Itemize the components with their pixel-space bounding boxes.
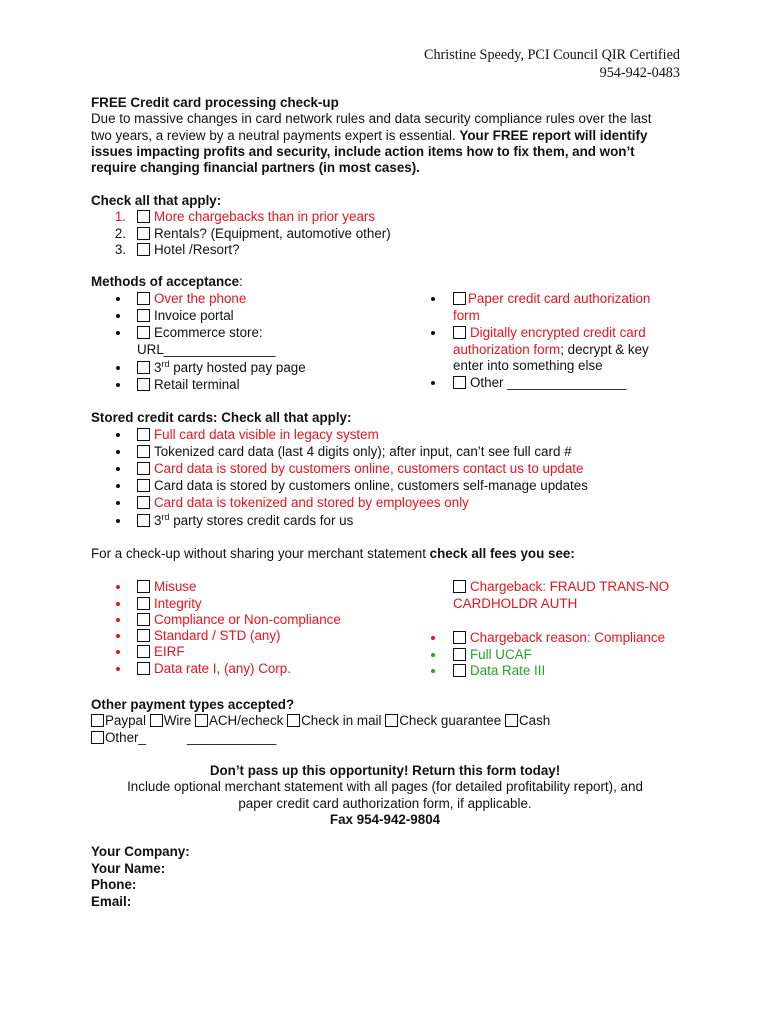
method-paper-auth[interactable] [453, 291, 650, 307]
stored-label: 3 [154, 513, 162, 528]
bullet [116, 314, 120, 318]
method-label: ; decrypt & key [560, 342, 649, 357]
fees-intro [91, 546, 575, 562]
bullet [116, 331, 120, 335]
check-all-heading: Check all that apply: [91, 193, 222, 208]
bullet [431, 653, 435, 657]
checkbox[interactable] [137, 597, 150, 610]
fee-label: Compliance or Non-compliance [154, 612, 341, 627]
bullet [116, 634, 120, 638]
checkbox[interactable] [137, 496, 150, 509]
method-label: 3 [154, 360, 162, 375]
bullet [116, 667, 120, 671]
contact-phone-label: Phone: [91, 877, 137, 892]
check-item-hotel[interactable] [137, 242, 240, 258]
stored-item-self-manage[interactable] [137, 478, 588, 494]
check-item-label: Rentals? (Equipment, automotive other) [154, 226, 391, 241]
check-item-chargebacks[interactable] [137, 209, 375, 225]
bullet [116, 501, 120, 505]
checkbox[interactable] [137, 326, 150, 339]
checkbox-paypal[interactable] [91, 714, 104, 727]
fee-label: Standard / STD (any) [154, 628, 281, 643]
closing-line-1: Include optional merchant statement with all pages (for detailed profitability report), and [127, 779, 643, 794]
intro-line-2 [91, 128, 647, 144]
checkbox[interactable] [137, 378, 150, 391]
bullet [116, 484, 120, 488]
bullet [116, 602, 120, 606]
check-item-number: 3. [114, 242, 126, 257]
method-label: Other ________________ [470, 375, 627, 390]
method-retail[interactable] [137, 377, 240, 393]
bullet [431, 381, 435, 385]
author-name: Christine Speedy, PCI Council QIR Certified [423, 47, 680, 63]
bullet [116, 433, 120, 437]
checkbox[interactable] [137, 243, 150, 256]
stored-item-customers-contact[interactable] [137, 461, 583, 477]
payment-option-label: Check in mail [301, 713, 382, 728]
payment-option-label: Other_ [105, 730, 146, 745]
methods-heading-colon: : [239, 274, 243, 289]
intro-title: FREE Credit card processing check-up [91, 95, 339, 110]
check-item-label: More chargebacks than in prior years [154, 209, 376, 224]
fee-label: Integrity [154, 596, 202, 611]
checkbox[interactable] [137, 445, 150, 458]
method-label: authorization form [453, 342, 561, 357]
method-ecommerce[interactable] [137, 325, 263, 341]
bullet [431, 669, 435, 673]
checkbox-check-guarantee[interactable] [385, 714, 398, 727]
method-label: Retail terminal [154, 377, 240, 392]
payment-option-label: Check guarantee [399, 713, 502, 728]
payment-option-label: ACH/echeck [208, 713, 284, 728]
checkbox[interactable] [453, 326, 466, 339]
fee-compliance[interactable] [137, 612, 341, 628]
intro-line-2-text: two years, a review by a neutral payments expert is essential. [91, 128, 460, 143]
method-paper-auth-cont: form [453, 308, 480, 323]
method-label: Digitally encrypted credit card [470, 325, 646, 340]
author-phone: 954-942-0483 [599, 65, 680, 81]
checkbox[interactable] [137, 580, 150, 593]
checkbox[interactable] [137, 309, 150, 322]
method-url-field[interactable]: URL_______________ [137, 342, 276, 357]
bullet [116, 585, 120, 589]
bullet [116, 297, 120, 301]
fee-label: Data Rate III [470, 663, 546, 678]
closing-fax: Fax 954-942-9804 [329, 812, 441, 827]
check-item-number: 2. [114, 226, 126, 241]
closing-line-2: paper credit card authorization form, if applicable. [238, 796, 532, 811]
fee-data-rate-3[interactable] [453, 663, 545, 679]
method-label: Over the phone [154, 291, 247, 306]
intro-line-1: Due to massive changes in card network rules and data security compliance rules over the last [91, 111, 652, 126]
other-payments-row [91, 713, 550, 729]
fee-chargeback-fraud[interactable] [453, 579, 669, 595]
fees-intro-bold: check all fees you see: [429, 546, 575, 561]
fee-data-rate-1[interactable] [137, 661, 291, 677]
checkbox[interactable] [137, 361, 150, 374]
fee-label: Chargeback: FRAUD TRANS-NO [470, 579, 670, 594]
other-payments-blank[interactable]: ____________ [187, 730, 277, 745]
fee-label: Chargeback reason: Compliance [470, 630, 666, 645]
stored-heading: Stored credit cards: Check all that apply: [91, 410, 352, 425]
bullet [116, 366, 120, 370]
method-digital-auth-cont [453, 342, 649, 358]
checkbox[interactable] [137, 629, 150, 642]
fee-chargeback-reason[interactable] [453, 630, 665, 646]
method-label: Paper credit card authorization [468, 291, 651, 306]
check-item-number: 1. [114, 209, 126, 224]
checkbox[interactable] [453, 292, 466, 305]
bullet [431, 331, 435, 335]
bullet [431, 636, 435, 640]
checkbox[interactable] [453, 664, 466, 677]
fees-intro-text: For a check-up without sharing your merchant statement [91, 546, 430, 561]
checkbox[interactable] [137, 514, 150, 527]
intro-line-4: require changing financial partners (in most cases). [91, 160, 420, 175]
intro-line-3: issues impacting profits and security, include action items how to fix them, and won’t [91, 144, 635, 159]
fee-label: Full UCAF [470, 647, 532, 662]
other-payments-other[interactable] [91, 730, 146, 746]
checkbox[interactable] [137, 227, 150, 240]
checkbox[interactable] [137, 292, 150, 305]
payment-option-label: Wire [163, 713, 192, 728]
method-digital-auth[interactable] [453, 325, 646, 341]
method-invoice-portal[interactable] [137, 308, 234, 324]
method-other[interactable] [453, 375, 626, 391]
fee-misuse[interactable] [137, 579, 196, 595]
fee-chargeback-fraud-cont: CARDHOLDR AUTH [453, 596, 578, 611]
contact-name-label: Your Name: [91, 861, 166, 876]
bullet [116, 450, 120, 454]
stored-label: party stores credit cards for us [169, 513, 354, 528]
other-payments-heading: Other payment types accepted? [91, 697, 295, 712]
method-digital-auth-cont2: enter into something else [453, 358, 603, 373]
fee-label: EIRF [154, 644, 185, 659]
contact-email-label: Email: [91, 894, 132, 909]
bullet [116, 383, 120, 387]
stored-label: Card data is tokenized and stored by employees only [154, 495, 469, 510]
checkbox[interactable] [137, 645, 150, 658]
fee-label: Misuse [154, 579, 197, 594]
fee-label: Data rate I, (any) Corp. [154, 661, 291, 676]
checkbox[interactable] [453, 648, 466, 661]
checkbox[interactable] [137, 479, 150, 492]
methods-heading [91, 274, 243, 290]
checkbox[interactable] [137, 662, 150, 675]
stored-item-full-card[interactable] [137, 427, 379, 443]
checkbox-wire[interactable] [150, 714, 163, 727]
bullet [116, 519, 120, 523]
stored-item-third-party[interactable] [137, 513, 353, 529]
checkbox-cash[interactable] [505, 714, 518, 727]
contact-company-label: Your Company: [91, 844, 190, 859]
payment-option-label: Paypal [105, 713, 146, 728]
bullet [116, 650, 120, 654]
closing-headline: Don’t pass up this opportunity! Return this form today! [209, 763, 561, 778]
checkbox[interactable] [453, 631, 466, 644]
bullet [431, 297, 435, 301]
method-over-phone[interactable] [137, 291, 246, 307]
method-label: party hosted pay page [169, 360, 306, 375]
bullet [116, 467, 120, 471]
fee-integrity[interactable] [137, 596, 202, 612]
stored-label: Card data is stored by customers online, customers contact us to update [154, 461, 584, 476]
checkbox[interactable] [137, 210, 150, 223]
ordinal-suffix: rd [161, 512, 170, 522]
stored-label: Tokenized card data (last 4 digits only); after input, can’t see full card # [154, 444, 572, 459]
bullet [116, 618, 120, 622]
stored-label: Full card data visible in legacy system [154, 427, 379, 442]
fee-eirf[interactable] [137, 644, 185, 660]
checkbox-check-mail[interactable] [287, 714, 300, 727]
checkbox-other[interactable] [91, 731, 104, 744]
methods-heading-text: Methods of acceptance [91, 274, 240, 289]
checkbox[interactable] [137, 428, 150, 441]
method-label: Ecommerce store: [154, 325, 263, 340]
stored-item-tokenized[interactable] [137, 444, 572, 460]
checkbox[interactable] [137, 462, 150, 475]
check-item-label: Hotel /Resort? [154, 242, 240, 257]
fee-standard[interactable] [137, 628, 281, 644]
payment-option-label: Cash [518, 713, 551, 728]
fee-full-ucaf[interactable] [453, 647, 532, 663]
checkbox-ach[interactable] [195, 714, 208, 727]
ordinal-suffix: rd [161, 359, 170, 369]
intro-line-2-bold: Your FREE report will identify [459, 128, 648, 143]
check-item-rentals[interactable] [137, 226, 391, 242]
checkbox[interactable] [453, 376, 466, 389]
stored-item-employees[interactable] [137, 495, 469, 511]
method-third-party[interactable] [137, 360, 306, 376]
stored-label: Card data is stored by customers online, customers self-manage updates [154, 478, 588, 493]
checkbox[interactable] [453, 580, 466, 593]
checkbox[interactable] [137, 613, 150, 626]
method-label: Invoice portal [154, 308, 234, 323]
